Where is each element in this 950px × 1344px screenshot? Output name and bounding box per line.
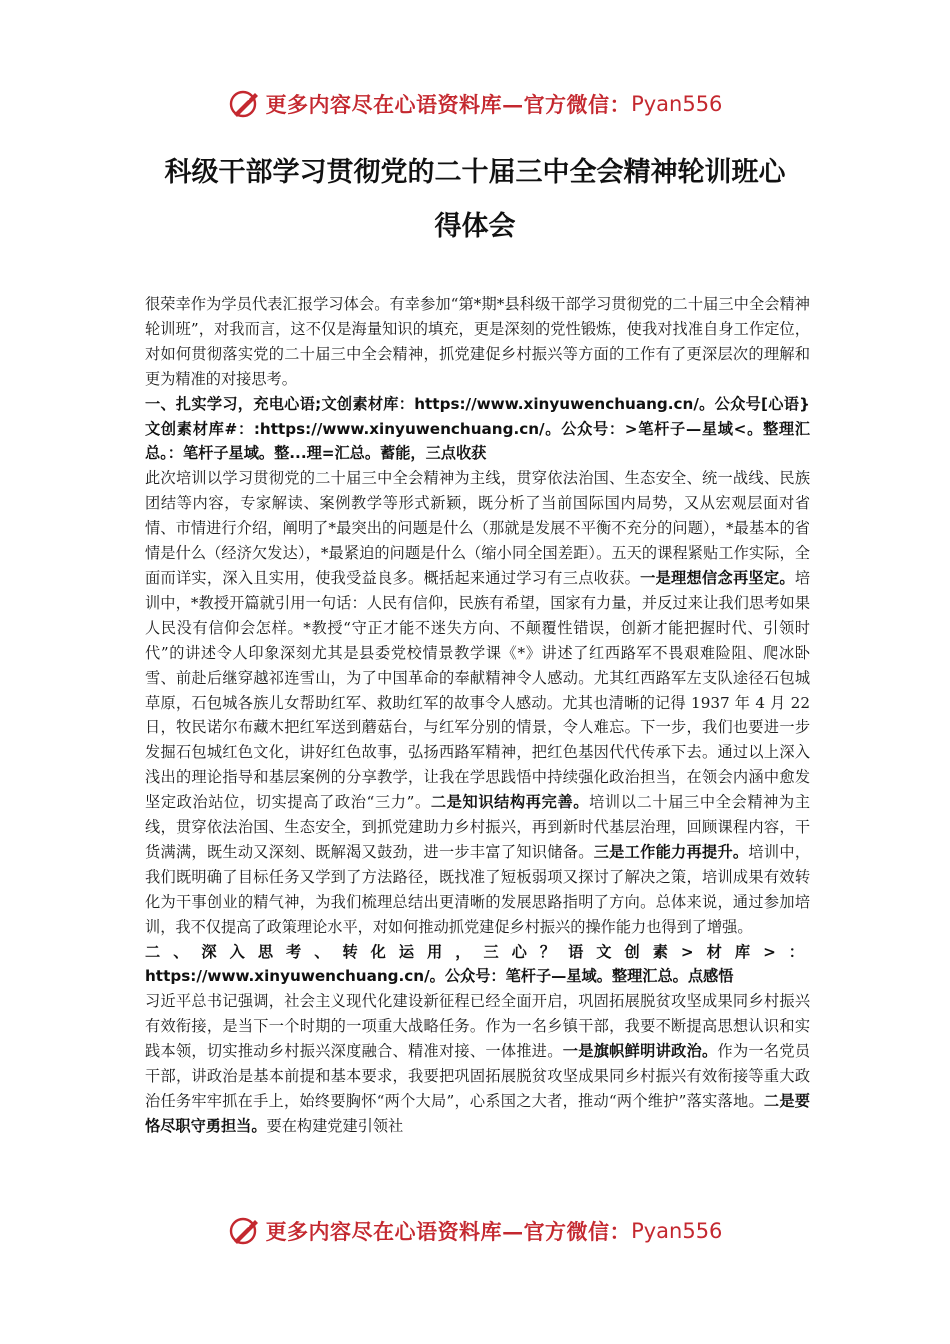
text-run: 培训中，我们既明确了目标任务又学到了方法路径，既找准了短板弱项又探讨了解决之策，培训成果有效转化为干事创业的精气神，为我们梳理总结出更清晰的发展思路指明了方向。总体来说，通过参加培训，我不仅提高了政策理论水平，对如何推动抓党建促乡村振兴的操作能力也得到了增强。 — [145, 842, 811, 936]
text-run: 要在构建党建引领社 — [266, 1116, 404, 1135]
document-body — [145, 292, 810, 1139]
section-2-paragraph — [145, 989, 810, 1138]
banner-wechat-id: Pyan556 — [631, 1219, 723, 1243]
text-run: 作为一名党员干部，讲政治是基本前提和基本要求，我要把巩固拓展脱贫攻坚成果同乡村振兴有效衔接等重大政治任务牢牢抓在手上，始终要胸怀“两个大局”，心系国之大者，推动“两个维护”落实落地。 — [145, 1042, 811, 1110]
banner-label: 官方微信： — [523, 1219, 632, 1244]
section-heading-2 — [145, 940, 810, 990]
banner-text: 更多内容尽在心语资料库 — [265, 92, 503, 117]
pen-logo-icon — [228, 87, 262, 121]
section-heading-1: 一、扎实学习，充电心语;文创素材库：https://www.xinyuwenchuang.cn/。公众号[心语}文创素材库#：:https://www.xinyuwenchuang.cn/。公众号：>笔杆子—星域<。整理汇总。：笔杆子星域。整...理=汇总。蓄能，三点收获 — [145, 394, 810, 463]
section-1-paragraph — [145, 466, 810, 939]
banner-wechat-id: Pyan556 — [631, 92, 723, 116]
bold-point-1: 一是理想信念再坚定。 — [640, 568, 795, 587]
title-line-1: 科级干部学习贯彻党的二十届三中全会精神轮训班心 — [164, 157, 786, 188]
text-run: 培训以二十届三中全会精神为主线，贯穿依法治国、生态安全，到抓党建助力乡村振兴，再到新时代基层治理，回顾课程内容，干货满满，既生动又深刻、既解渴又鼓劲，进一步丰富了知识储备。 — [145, 793, 811, 861]
pen-logo-icon — [228, 1214, 262, 1248]
bold-point-2: 二是知识结构再完善。 — [430, 793, 590, 812]
heading-2-spaced: 二、深入思考、转化运用，三心？语文创素>材库>： — [145, 942, 810, 961]
banner-label: 官方微信： — [523, 92, 632, 117]
title-line-2: 得体会 — [434, 211, 516, 242]
text-run: 此次培训以学习贯彻党的二十届三中全会精神为主线，贯穿依法治国、生态安全、统一战线、民族团结等内容，专家解读、案例教学等形式新颖，既分析了当前国际国内局势，又从宏观层面对省情、市情进行介绍，阐明了*最突出的问题是什么（那就是发展不平衡不充分的问题），*最基本的省情是什么（经济欠发达），*最紧迫的问题是什么（缩小同全国差距）。五天的课程紧贴工作实际，全面而详实，深入且实用，使我受益良多。概括起来通过学习有三点收获。 — [145, 469, 810, 587]
text-run: 培训中，*教授开篇就引用一句话：人民有信仰，民族有希望，国家有力量，并反过来让我们思考如果人民没有信仰会怎样。*教授“守正才能不迷失方向、不颠覆性错误，创新才能把握时代、引领时代”的讲述令人印象深刻尤其是县委党校情景教学课《*》讲述了红西路军不畏艰难险阻、爬冰卧雪、前赴后继穿越祁连雪山，为了中国革命的奉献精神令人感动。尤其红西路军左支队途径石包城草原，石包城各族儿女帮助红军、救助红军的故事令人感动。尤其也清晰的记得 1937 年 4 月 22 日，牧民诺尔布藏木把红军送到蘑菇台，与红军分别的情景，令人难忘。下一步，我们也要进一步发掘石包城红色文化，讲好红色故事，弘扬西路军精神，把红色基因代代传承下去。通过以上深入浅出的理论指导和基层案例的分享教学，让我在学思践悟中持续强化政治担当，在领会内涵中愈发坚定政治站位，切实提高了政治“三力”。 — [145, 568, 811, 812]
footer-banner — [0, 1211, 950, 1251]
banner-dash: — — [502, 1218, 524, 1244]
heading-2-rest: https://www.xinyuwenchuang.cn/。公众号：笔杆子—星域。整理汇总。点感悟 — [145, 967, 734, 986]
intro-paragraph: 很荣幸作为学员代表汇报学习体会。有幸参加“第*期*县科级干部学习贯彻党的二十届三中全会精神轮训班”，对我而言，这不仅是海量知识的填充，更是深刻的党性锻炼，使我对找准自身工作定位，对如何贯彻落实党的二十届三中全会精神，抓党建促乡村振兴等方面的工作有了更深层次的理解和更为精准的对接思考。 — [145, 295, 810, 388]
document-title — [130, 146, 820, 254]
banner-text: 更多内容尽在心语资料库 — [265, 1219, 503, 1244]
bold-point-3: 三是工作能力再提升。 — [593, 842, 749, 861]
text-run: 习近平总书记强调，社会主义现代化建设新征程已经全面开启，巩固拓展脱贫攻坚成果同乡村振兴有效衔接，是当下一个时期的一项重大战略任务。作为一名乡镇干部，我要不断提高思想认识和实践本领，切实推动乡村振兴深度融合、精准对接、一体推进。 — [145, 992, 810, 1061]
header-banner — [0, 84, 950, 124]
banner-dash: — — [502, 91, 524, 117]
bold-point-5: 二是要恪尽职守勇担当。 — [145, 1092, 810, 1135]
bold-point-4: 一是旗帜鲜明讲政治。 — [562, 1042, 718, 1061]
